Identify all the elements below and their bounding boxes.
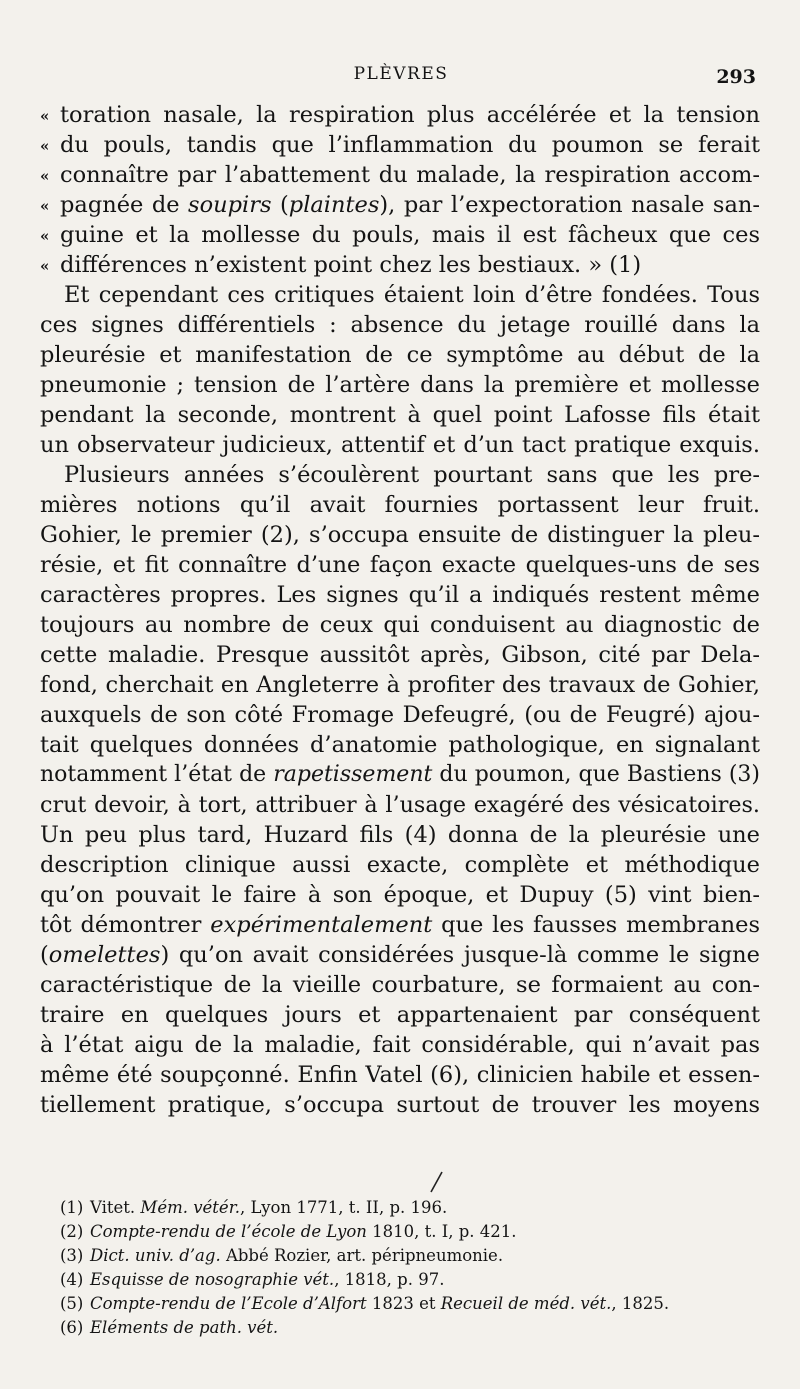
italic-run: omelettes <box>48 942 161 968</box>
text-line <box>40 880 760 910</box>
text-run: ces signes différentiels : absence du jetage rouillé dans la <box>40 312 760 338</box>
text-line <box>40 100 760 130</box>
footnotes <box>60 1196 760 1340</box>
text-run: , Lyon 1771, t. II, p. 196. <box>240 1198 448 1217</box>
text-line <box>40 940 760 970</box>
text-run: crut devoir, à tort, attribuer à l’usage exagéré des vésicatoires. <box>40 792 760 818</box>
text-run: du pouls, tandis que l’inflammation du poumon se ferait <box>60 132 760 158</box>
italic-run: rapetissement <box>273 762 433 787</box>
footnote <box>60 1220 760 1244</box>
text-run: pagnée de <box>60 192 189 218</box>
text-run: même été soupçonné. Enfin Vatel (6), clinicien habile et essen- <box>40 1062 760 1088</box>
text-run: , 1818, p. 97. <box>334 1270 445 1289</box>
text-line <box>40 700 760 730</box>
text-run: Abbé Rozier, art. péripneumonie. <box>220 1246 504 1265</box>
footnote <box>60 1268 760 1292</box>
footnote-number: (4) <box>60 1270 84 1289</box>
italic-run: expérimentalement <box>210 912 433 938</box>
text-run: fond, cherchait en Angleterre à profiter des travaux de Gohier, <box>40 672 760 698</box>
text-run: cette maladie. Presque aussitôt après, Gibson, cité par Dela- <box>40 642 760 668</box>
text-line <box>40 1030 760 1060</box>
body-text <box>40 100 760 1120</box>
italic-run: Compte-rendu de l’Ecole d’Alfort <box>90 1294 367 1313</box>
text-line <box>40 280 760 310</box>
text-run: connaître par l’abattement du malade, la respiration accom- <box>60 162 760 188</box>
quote-mark: « <box>40 197 50 215</box>
text-run: pendant la seconde, montrent à quel point Lafosse fils était <box>40 402 760 428</box>
footnote-number: (1) <box>60 1198 84 1217</box>
footnote <box>60 1316 760 1340</box>
text-line <box>40 850 760 880</box>
text-run: Gohier, le premier (2), s’occupa ensuite de distinguer la pleu- <box>40 522 760 548</box>
running-title: PLÈVRES <box>353 64 449 84</box>
text-run: qu’on pouvait le faire à son époque, et Dupuy (5) vint bien- <box>40 882 760 908</box>
footnote-number: (2) <box>60 1222 84 1241</box>
quote-mark: « <box>40 167 50 185</box>
footnote <box>60 1196 760 1220</box>
text-line <box>40 400 760 430</box>
text-run: caractères propres. Les signes qu’il a indiqués restent même <box>40 582 760 608</box>
quote-mark: « <box>40 257 50 275</box>
text-run: , 1825. <box>611 1294 670 1313</box>
text-line <box>40 760 760 790</box>
text-line <box>40 340 760 370</box>
page-header <box>40 60 762 90</box>
footnote-number: (6) <box>60 1318 84 1337</box>
text-line <box>40 190 760 220</box>
text-run: un observateur judicieux, attentif et d’un tact pratique exquis. <box>40 432 760 458</box>
italic-run: plaintes <box>288 192 380 218</box>
text-run: description clinique aussi exacte, complète et méthodique <box>40 852 760 878</box>
text-run: ( <box>271 192 289 218</box>
page-number: 293 <box>716 66 756 88</box>
text-line <box>40 370 760 400</box>
text-line <box>40 580 760 610</box>
text-run: toration nasale, la respiration plus accélérée et la tension <box>60 102 760 128</box>
italic-run: Recueil de méd. vét. <box>440 1294 612 1313</box>
text-line <box>40 1090 760 1120</box>
text-run: tait quelques données d’anatomie pathologique, en signalant <box>40 732 760 758</box>
text-run: caractéristique de la vieille courbature, se formaient au con- <box>40 972 760 998</box>
quote-mark: « <box>40 227 50 245</box>
italic-run: Eléments de path. vét. <box>90 1318 279 1337</box>
text-run: Plusieurs années s’écoulèrent pourtant sans que les pre- <box>64 462 760 488</box>
text-run: tôt démontrer <box>40 912 211 938</box>
text-run: guine et la mollesse du pouls, mais il est fâcheux que ces <box>60 222 760 248</box>
footnote <box>60 1292 760 1316</box>
text-run: Et cependant ces critiques étaient loin d’être fondées. Tous <box>64 282 760 308</box>
text-run: pneumonie ; tension de l’artère dans la première et mollesse <box>40 372 760 398</box>
text-line <box>40 130 760 160</box>
italic-run: Dict. univ. d’ag. <box>90 1246 221 1265</box>
text-line <box>40 670 760 700</box>
text-run: 1810, t. I, p. 421. <box>366 1222 517 1241</box>
text-line <box>40 970 760 1000</box>
italic-run: Compte-rendu de l’école de Lyon <box>90 1222 367 1241</box>
footnote-separator <box>428 1170 444 1194</box>
text-run: Vitet. <box>90 1198 141 1217</box>
text-run: Un peu plus tard, Huzard fils (4) donna de la pleurésie une <box>40 822 760 848</box>
text-line <box>40 220 760 250</box>
text-line <box>40 430 760 460</box>
italic-run: soupirs <box>188 192 272 218</box>
quote-mark: « <box>40 107 50 125</box>
text-run: toujours au nombre de ceux qui conduisent au diagnostic de <box>40 612 760 638</box>
footnote <box>60 1244 760 1268</box>
footnote-number: (3) <box>60 1246 84 1265</box>
footnote-number: (5) <box>60 1294 84 1313</box>
text-run: tiellement pratique, s’occupa surtout de trouver les moyens <box>40 1092 760 1118</box>
text-run: du poumon, que Bastiens (3) <box>432 762 760 787</box>
text-run: à l’état aigu de la maladie, fait considérable, qui n’avait pas <box>40 1032 760 1058</box>
text-run: ), par l’expectoration nasale san- <box>379 192 760 218</box>
text-run: différences n’existent point chez les bestiaux. » (1) <box>60 252 642 278</box>
text-line <box>40 730 760 760</box>
text-run: mières notions qu’il avait fournies portassent leur fruit. <box>40 492 760 518</box>
text-run: 1823 et <box>366 1294 441 1313</box>
text-line <box>40 160 760 190</box>
text-run: ( <box>40 942 49 968</box>
text-line <box>40 910 760 940</box>
text-line <box>40 460 760 490</box>
text-line <box>40 790 760 820</box>
text-line <box>40 310 760 340</box>
italic-run: Mém. vétér. <box>140 1198 241 1217</box>
text-line <box>40 1060 760 1090</box>
text-line <box>40 490 760 520</box>
italic-run: Esquisse de nosographie vét. <box>90 1270 335 1289</box>
text-line <box>40 550 760 580</box>
text-line <box>40 250 760 280</box>
text-run: auxquels de son côté Fromage Defeugré, (ou de Feugré) ajou- <box>40 702 760 728</box>
text-run: que les fausses membranes <box>432 912 760 938</box>
text-line <box>40 640 760 670</box>
text-line <box>40 610 760 640</box>
text-run: pleurésie et manifestation de ce symptôme au début de la <box>40 342 760 368</box>
text-run: résie, et fit connaître d’une façon exacte quelques-uns de ses <box>40 552 760 578</box>
quote-mark: « <box>40 137 50 155</box>
text-run: notamment l’état de <box>40 762 274 787</box>
text-run: traire en quelques jours et appartenaient par conséquent <box>40 1002 760 1028</box>
text-line <box>40 820 760 850</box>
text-line <box>40 520 760 550</box>
text-line <box>40 1000 760 1030</box>
text-run: ) qu’on avait considérées jusque-là comme le signe <box>160 942 760 968</box>
